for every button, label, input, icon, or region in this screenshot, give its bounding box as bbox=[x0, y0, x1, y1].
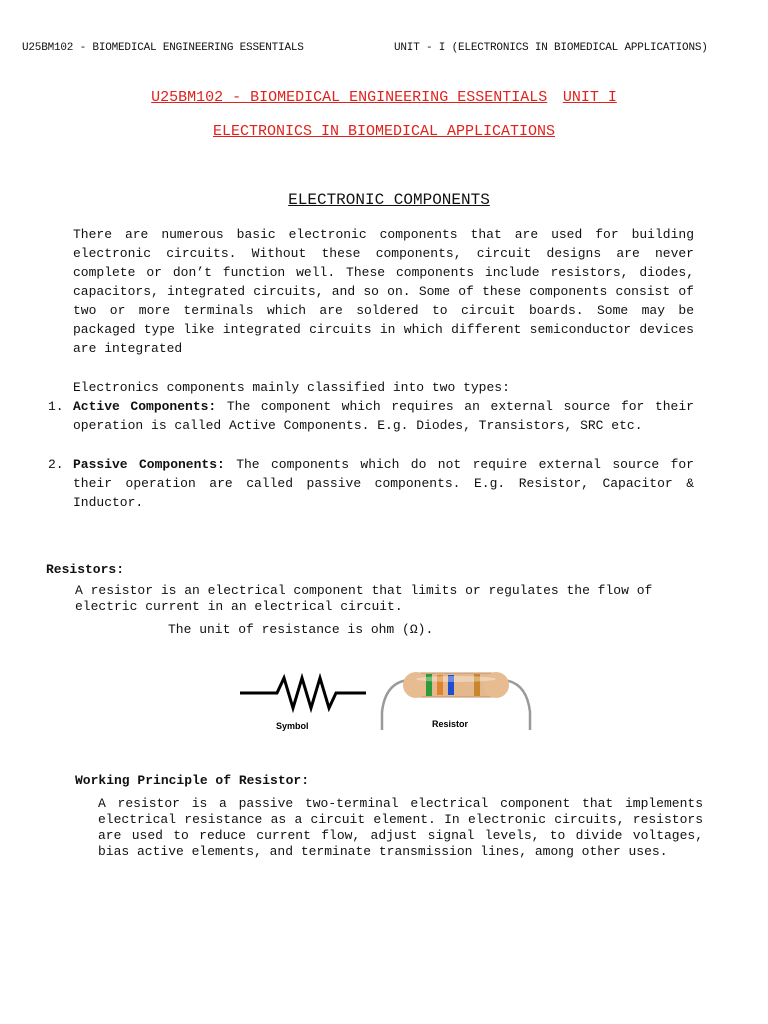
resistance-unit: The unit of resistance is ohm (Ω). bbox=[168, 622, 434, 637]
list-item-passive bbox=[73, 455, 694, 512]
list-number-1: 1. bbox=[48, 399, 64, 414]
resistor-figure bbox=[232, 660, 544, 740]
page-header-left: U25BM102 - BIOMEDICAL ENGINEERING ESSENTIALS bbox=[22, 42, 304, 54]
working-principle-heading: Working Principle of Resistor: bbox=[75, 773, 310, 788]
classification-text: Electronics components mainly classified into two types: bbox=[73, 380, 510, 395]
intro-paragraph: There are numerous basic electronic components that are used for building electronic circuits. Without these components, circuit designs are never complete or don’t function well. These components include resistors, diodes, capacitors, integrated circuits, and so on. Some of these components consist of two or more terminals which are soldered to circuit boards. Some may be packaged type like integrated circuits in which different semiconductor devices are integrated bbox=[73, 227, 694, 356]
list-item-active bbox=[73, 397, 694, 435]
resistor-definition: A resistor is an electrical component that limits or regulates the flow of electric current in an electrical circuit. bbox=[75, 583, 653, 614]
resistor-label: Resistor bbox=[432, 719, 469, 729]
active-components-text: The component which requires an external source for their operation is called Active Components. E.g. Diodes, Transistors, SRC etc. bbox=[73, 399, 694, 433]
passive-components-text: The components which do not require external source for their operation are called passive components. E.g. Resistor, Capacitor & Inductor. bbox=[73, 457, 694, 510]
working-principle-text: A resistor is a passive two-terminal electrical component that implements electrical resistance as a circuit element. In electronic circuits, resistors are used to reduce current flow, adjust signal levels, to divide voltages, bias active elements, and terminate transmission lines, among other uses. bbox=[98, 796, 703, 859]
page-header-right: UNIT - I (ELECTRONICS IN BIOMEDICAL APPLICATIONS) bbox=[394, 42, 708, 54]
resistors-heading: Resistors: bbox=[46, 562, 125, 577]
symbol-label: Symbol bbox=[276, 721, 309, 731]
resistor-symbol-icon bbox=[240, 678, 366, 708]
course-title-text: U25BM102 - BIOMEDICAL ENGINEERING ESSENTIALS bbox=[151, 89, 548, 106]
resistor-figure-svg bbox=[232, 660, 544, 740]
active-components-term: Active Components: bbox=[73, 399, 217, 414]
section-heading: ELECTRONIC COMPONENTS bbox=[288, 191, 490, 209]
course-title bbox=[0, 88, 768, 106]
passive-components-term: Passive Components: bbox=[73, 457, 225, 472]
unit-label: UNIT I bbox=[562, 89, 617, 106]
unit-title: ELECTRONICS IN BIOMEDICAL APPLICATIONS bbox=[212, 123, 556, 140]
list-number-2: 2. bbox=[48, 457, 64, 472]
